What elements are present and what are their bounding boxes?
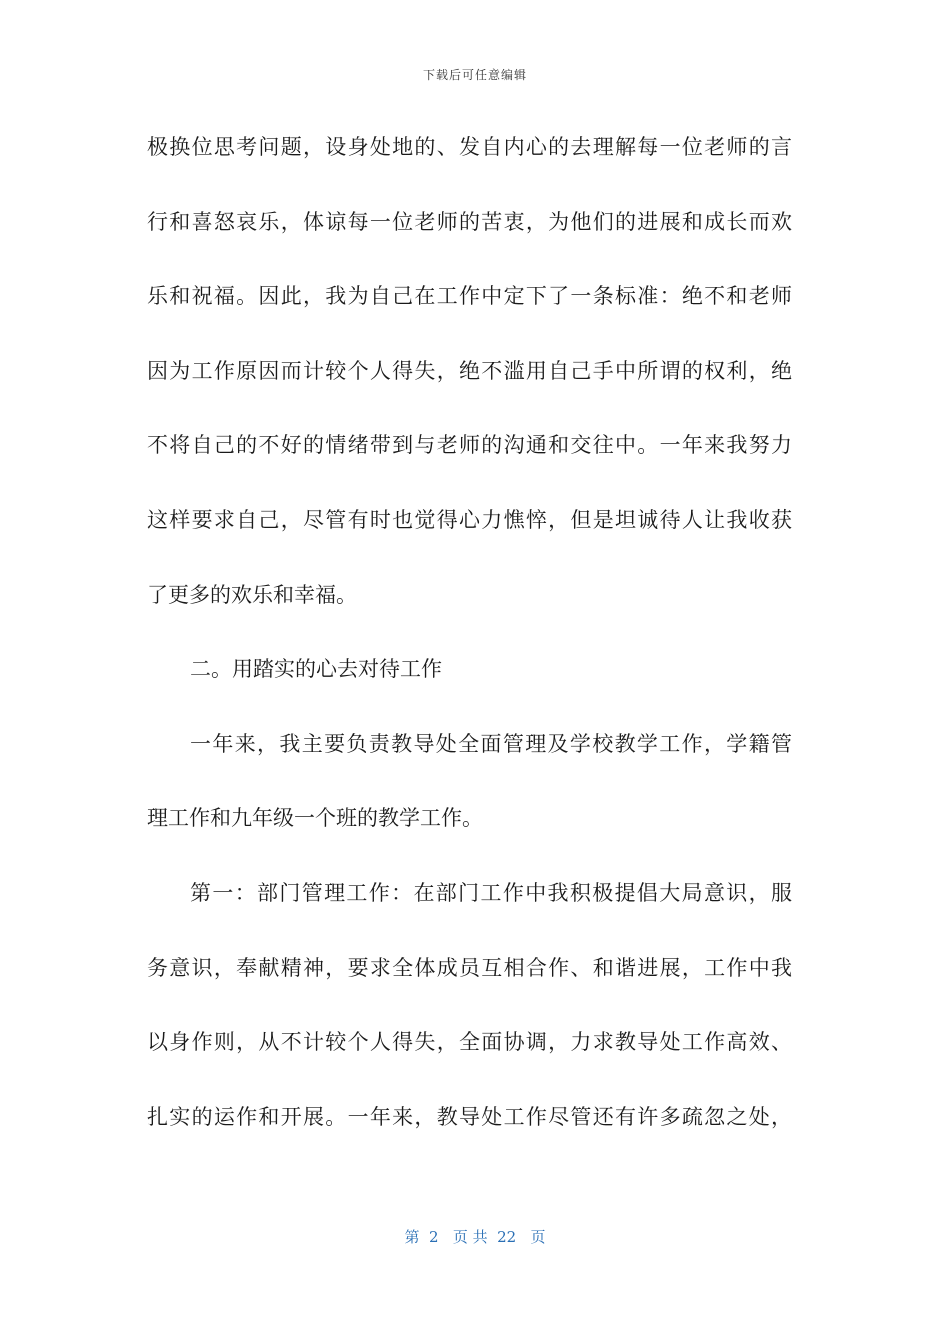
text-line: 不将自己的不好的情绪带到与老师的沟通和交往中。一年来我努力 [147, 433, 792, 458]
text-line: 理工作和九年级一个班的教学工作。 [147, 806, 483, 831]
page-header: 下载后可任意编辑 [422, 68, 527, 82]
text-line: 务意识，奉献精神，要求全体成员互相合作、和谐进展，工作中我 [147, 955, 792, 980]
text-line: 乐和祝福。因此，我为自己在工作中定下了一条标准：绝不和老师 [147, 284, 792, 309]
text-line: 行和喜怒哀乐，体谅每一位老师的苦衷，为他们的进展和成长而欢 [147, 209, 792, 234]
document-body [147, 124, 792, 1168]
text-line: 极换位思考问题，设身处地的、发自内心的去理解每一位老师的言 [147, 135, 792, 159]
text-line: 这样要求自己，尽管有时也觉得心力憔悴，但是坦诚待人让我收获 [147, 507, 792, 532]
text-line: 以身作则，从不计较个人得失，全面协调，力求教导处工作高效、 [147, 1030, 792, 1055]
text-line: 第一：部门管理工作：在部门工作中我积极提倡大局意识，服 [190, 880, 792, 905]
text-line: 了更多的欢乐和幸福。 [147, 582, 357, 607]
section-heading: 二。用踏实的心去对待工作 [190, 657, 442, 682]
text-line: 扎实的运作和开展。一年来，教导处工作尽管还有许多疏忽之处， [147, 1104, 792, 1129]
text-line: 一年来，我主要负责教导处全面管理及学校教学工作，学籍管 [190, 731, 792, 756]
page-footer: 第 2 页 共 22 页 [404, 1228, 546, 1246]
text-line: 因为工作原因而计较个人得失，绝不滥用自己手中所谓的权利，绝 [147, 358, 792, 383]
